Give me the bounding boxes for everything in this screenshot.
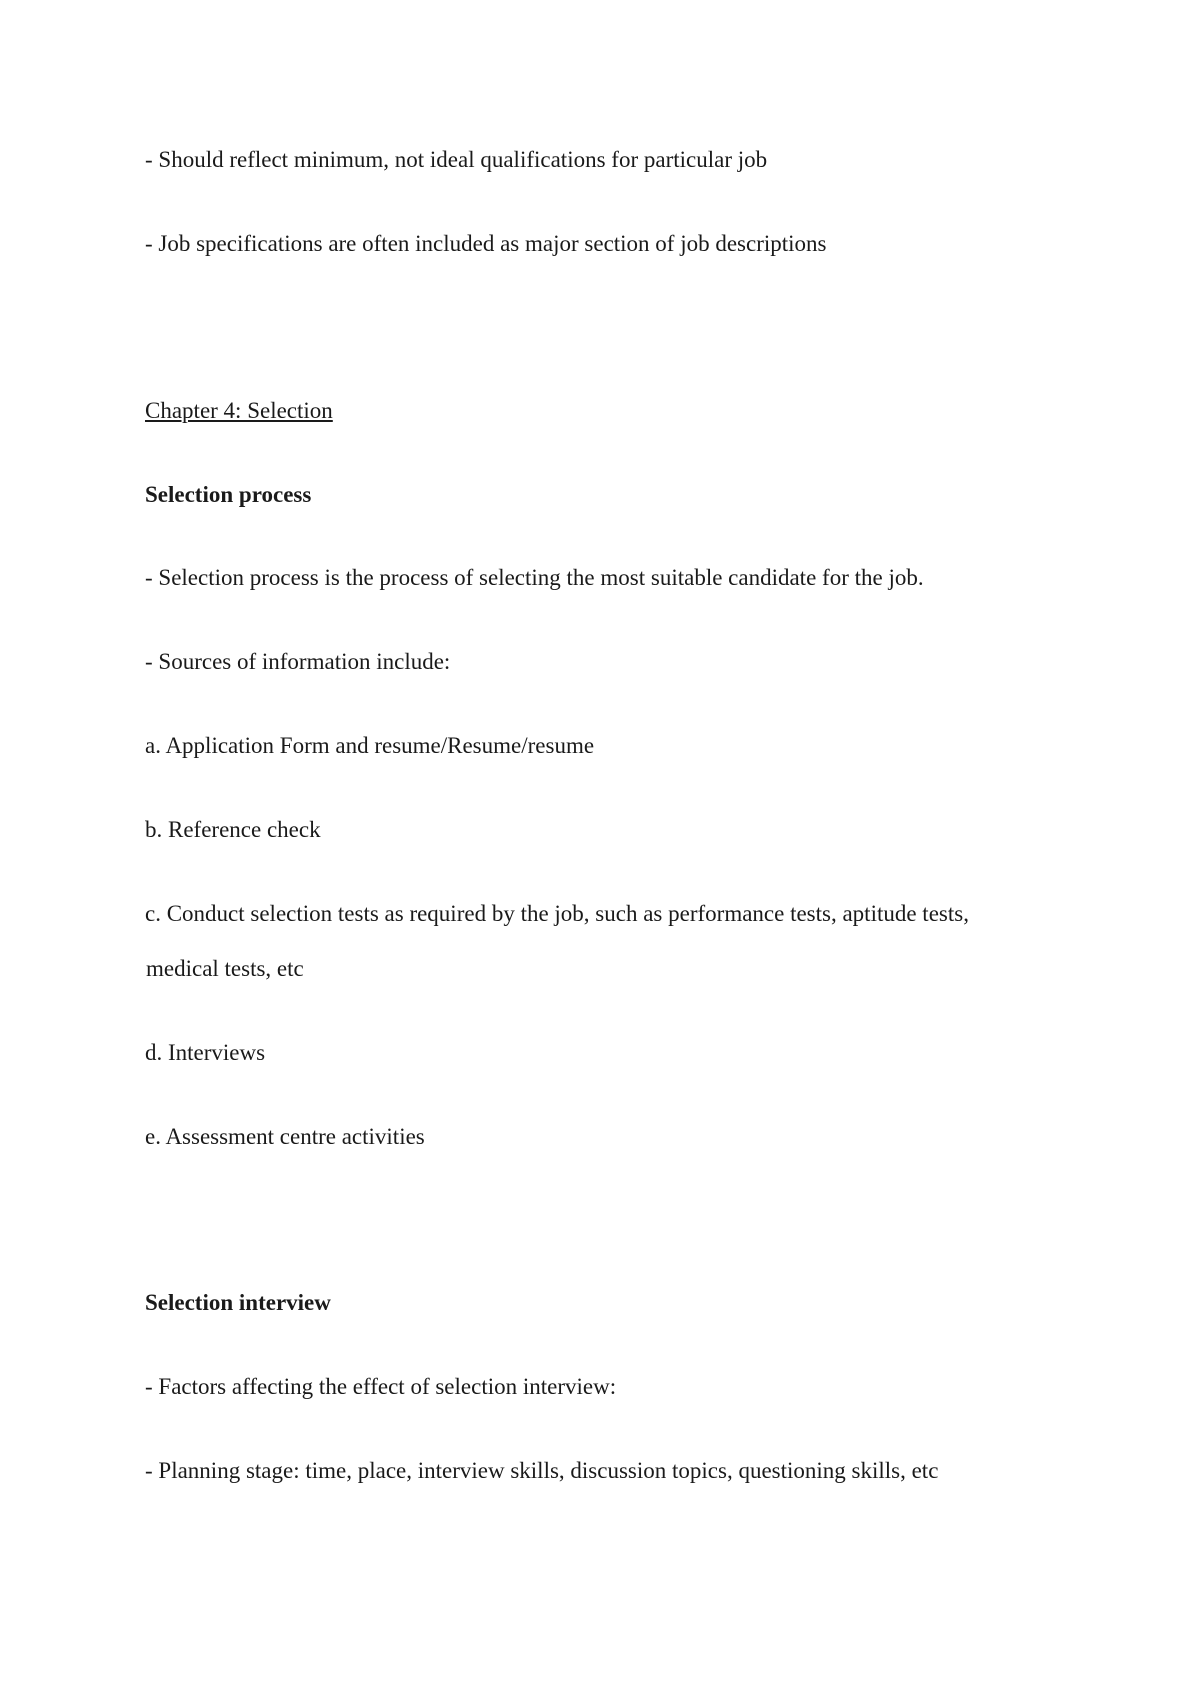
bullet-min-qualifications: - Should reflect minimum, not ideal qualifications for particular job <box>145 147 768 172</box>
chapter-title: Chapter 4: Selection <box>145 398 333 423</box>
bullet-job-specifications: - Job specifications are often included as major section of job descriptions <box>145 231 827 256</box>
selection-process-heading: Selection process <box>145 482 312 507</box>
list-item-application-form: a. Application Form and resume/Resume/resume <box>145 733 595 758</box>
factors-intro: - Factors affecting the effect of selection interview: <box>145 1374 617 1399</box>
list-item-selection-tests-continued: medical tests, etc <box>146 956 304 981</box>
list-item-assessment-centre: e. Assessment centre activities <box>145 1124 425 1149</box>
list-item-interviews: d. Interviews <box>145 1040 266 1065</box>
selection-interview-heading: Selection interview <box>145 1290 331 1315</box>
list-item-selection-tests: c. Conduct selection tests as required by the job, such as performance tests, aptitude tests, <box>145 901 969 926</box>
selection-process-definition: - Selection process is the process of selecting the most suitable candidate for the job. <box>145 565 924 590</box>
list-item-reference-check: b. Reference check <box>145 817 321 842</box>
planning-stage: - Planning stage: time, place, interview skills, discussion topics, questioning skills, etc <box>145 1458 939 1483</box>
sources-intro: - Sources of information include: <box>145 649 451 674</box>
